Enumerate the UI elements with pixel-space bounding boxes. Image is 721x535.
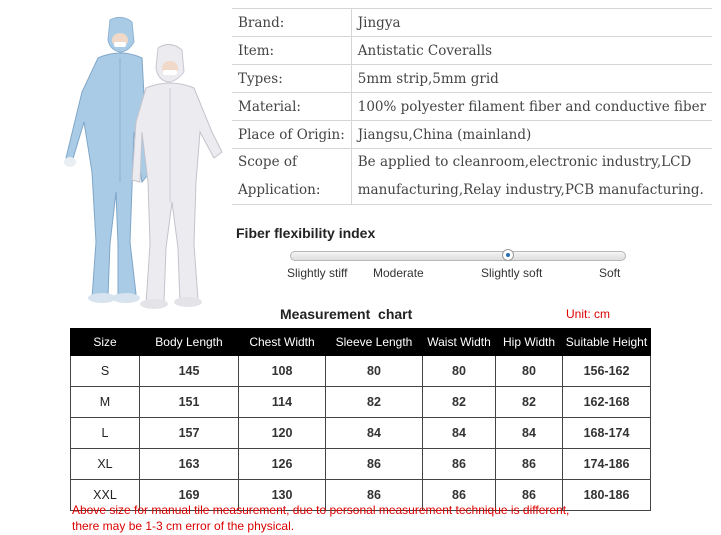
- fiber-slider-knob: [502, 249, 514, 261]
- spec-table: [232, 8, 712, 205]
- chest-width-cell: 126: [239, 449, 326, 480]
- fiber-index-title: Fiber flexibility index: [236, 225, 376, 241]
- spec-row-scope-cont: [232, 175, 712, 205]
- spec-value: manufacturing,Relay industry,PCB manufacturing.: [351, 175, 712, 205]
- hip-width-cell: 86: [496, 480, 563, 511]
- measurement-title: Measurement chart: [280, 306, 413, 322]
- spec-key: Item:: [232, 37, 351, 65]
- measurement-note: [72, 502, 592, 534]
- chest-width-cell: 114: [239, 387, 326, 418]
- suitable-height-cell: 180-186: [563, 480, 651, 511]
- measurement-unit: Unit: cm: [566, 307, 611, 321]
- fiber-label-soft: Soft: [599, 266, 621, 280]
- header-chest-width: Chest Width: [239, 329, 326, 356]
- suitable-height-cell: 174-186: [563, 449, 651, 480]
- spec-row-types: [232, 65, 712, 93]
- waist-width-cell: 82: [423, 387, 496, 418]
- hip-width-cell: 80: [496, 356, 563, 387]
- suitable-height-cell: 168-174: [563, 418, 651, 449]
- spec-value: 100% polyester filament fiber and conductive fiber: [351, 93, 712, 121]
- size-cell: M: [71, 387, 140, 418]
- suitable-height-cell: 156-162: [563, 356, 651, 387]
- measurement-table: [70, 328, 651, 511]
- size-cell: L: [71, 418, 140, 449]
- table-row: [71, 387, 651, 418]
- table-row: [71, 449, 651, 480]
- fiber-label-moderate: Moderate: [373, 266, 424, 280]
- spec-row-material: [232, 93, 712, 121]
- fiber-label-slightly-soft: Slightly soft: [481, 266, 543, 280]
- header-suitable-height: Suitable Height: [563, 329, 651, 356]
- hip-width-cell: 82: [496, 387, 563, 418]
- sleeve-length-cell: 86: [326, 480, 423, 511]
- spec-value: Jiangsu,China (mainland): [351, 121, 712, 149]
- spec-value: Be applied to cleanroom,electronic industry,LCD: [357, 154, 692, 170]
- chest-width-cell: 120: [239, 418, 326, 449]
- product-photo: [62, 12, 232, 312]
- suitable-height-cell: 162-168: [563, 387, 651, 418]
- sleeve-length-cell: 84: [326, 418, 423, 449]
- spec-key: Application:: [232, 175, 351, 205]
- size-cell: XL: [71, 449, 140, 480]
- spec-row-scope: [232, 149, 712, 176]
- waist-width-cell: 80: [423, 356, 496, 387]
- spec-key: Place of Origin:: [232, 121, 351, 149]
- body-length-cell: 157: [140, 418, 239, 449]
- spec-row-origin: [232, 121, 712, 149]
- measurement-header-row: [71, 329, 651, 356]
- body-length-cell: 151: [140, 387, 239, 418]
- sleeve-length-cell: 86: [326, 449, 423, 480]
- header-sleeve-length: Sleeve Length: [326, 329, 423, 356]
- header-size: Size: [71, 329, 140, 356]
- spec-row-item: [232, 37, 712, 65]
- note-line-2: there may be 1-3 cm error of the physical.: [72, 519, 295, 533]
- waist-width-cell: 84: [423, 418, 496, 449]
- spec-key: Material:: [232, 93, 351, 121]
- waist-width-cell: 86: [423, 449, 496, 480]
- size-cell: XXL: [71, 480, 140, 511]
- sleeve-length-cell: 82: [326, 387, 423, 418]
- hip-width-cell: 84: [496, 418, 563, 449]
- chest-width-cell: 130: [239, 480, 326, 511]
- note-line-1: Above size for manual tile measurement, due to personal measurement technique is different,: [72, 503, 570, 517]
- sleeve-length-cell: 80: [326, 356, 423, 387]
- body-length-cell: 145: [140, 356, 239, 387]
- table-row: [71, 418, 651, 449]
- table-row: [71, 356, 651, 387]
- header-hip-width: Hip Width: [496, 329, 563, 356]
- spec-key: Brand:: [232, 9, 351, 37]
- waist-width-cell: 86: [423, 480, 496, 511]
- fiber-label-slightly-stiff: Slightly stiff: [287, 266, 348, 280]
- spec-row-brand: [232, 9, 712, 37]
- chest-width-cell: 108: [239, 356, 326, 387]
- spec-value: Jingya: [351, 9, 712, 37]
- spec-key: Types:: [232, 65, 351, 93]
- header-body-length: Body Length: [140, 329, 239, 356]
- body-length-cell: 163: [140, 449, 239, 480]
- spec-value: 5mm strip,5mm grid: [351, 65, 712, 93]
- body-length-cell: 169: [140, 480, 239, 511]
- header-waist-width: Waist Width: [423, 329, 496, 356]
- spec-key: Scope of: [232, 149, 351, 176]
- fiber-slider-track: [290, 251, 626, 261]
- spec-value: Antistatic Coveralls: [351, 37, 712, 65]
- size-cell: S: [71, 356, 140, 387]
- hip-width-cell: 86: [496, 449, 563, 480]
